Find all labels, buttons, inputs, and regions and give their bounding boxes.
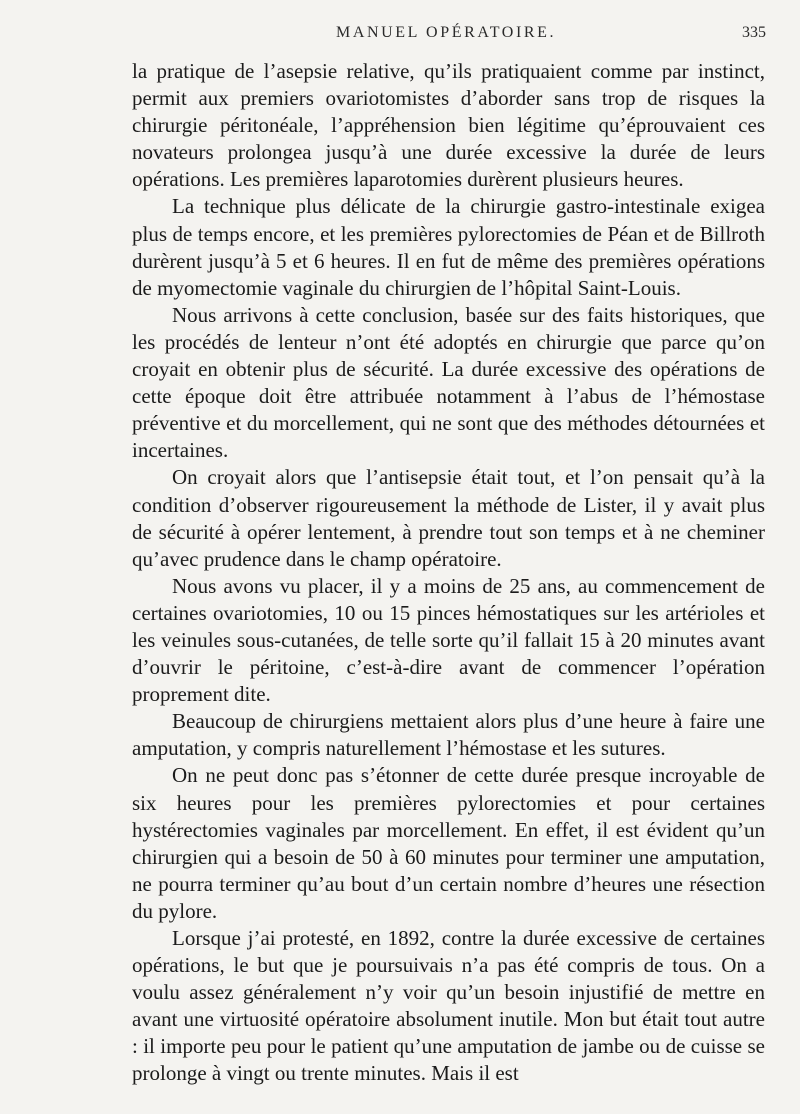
paragraph: On ne peut donc pas s’étonner de cette durée presque incroyable de six heures pour les premières pylorectomies et pour certaines hystérectomies vaginales par morcellement. En effet, il est évident qu’un chirurgien qui a besoin de 50 à 60 minutes pour terminer une amputation, ne pourra terminer qu’au bout d’un certain nombre d’heures une résection du pylore. [132, 763, 765, 923]
page-number: 335 [742, 24, 766, 41]
paragraph: La technique plus délicate de la chirurgie gastro-intestinale exigea plus de temps encore, et les premières pylorectomies de Péan et de Billroth durèrent jusqu’à 5 et 6 heures. Il en fut de même des premières opérations de myomectomie vaginale du chirurgien de l’hôpital Saint-Louis. [132, 194, 765, 300]
paragraph: Beaucoup de chirurgiens mettaient alors plus d’une heure à faire une amputation, y compris naturellement l’hémostase et les sutures. [132, 709, 765, 761]
paragraph: la pratique de l’asepsie relative, qu’ils pratiquaient comme par instinct, permit aux premiers ovariotomistes d’aborder sans trop de risques la chirurgie péritonéale, l’appréhension bien légitime qu’éprouvaient ces novateurs prolongea jusqu’à une durée excessive la durée de leurs opérations. Les premières laparotomies durèrent plusieurs heures. [132, 59, 765, 192]
page-header [0, 20, 800, 48]
paragraph: Nous arrivons à cette conclusion, basée sur des faits historiques, que les procédés de lenteur n’ont été adoptés en chirurgie que parce qu’on croyait en obtenir plus de sécurité. La durée excessive des opérations de cette époque doit être attribuée notamment à l’abus de l’hémostase préventive et du morcellement, qui ne sont que des méthodes détournées et incertaines. [132, 302, 765, 463]
paragraph: On croyait alors que l’antisepsie était tout, et l’on pensait qu’à la condition d’observer rigoureusement la méthode de Lister, il y avait plus de sécurité à opérer lentement, à prendre tout son temps et à ne cheminer qu’avec prudence dans le champ opératoire. [132, 465, 765, 571]
paragraph: Lorsque j’ai protesté, en 1892, contre la durée excessive de certaines opérations, le but que je poursuivais n’a pas été compris de tous. On a voulu assez généralement n’y voir qu’un besoin injustifié de mettre en avant une virtuosité opératoire absolument inutile. Mon but était tout autre : il importe peu pour le patient qu’une amputation de jambe ou de cuisse se prolonge à vingt ou trente minutes. Mais il est [132, 926, 765, 1086]
running-head: MANUEL OPÉRATOIRE. [336, 24, 557, 41]
paragraph: Nous avons vu placer, il y a moins de 25 ans, au commencement de certaines ovariotomies, 10 ou 15 pinces hémostatiques sur les artérioles et les veinules sous-cutanées, de telle sorte qu’il fallait 15 à 20 minutes avant d’ouvrir le péritoine, c’est-à-dire avant de commencer l’opération proprement dite. [132, 573, 765, 707]
body-text [132, 58, 765, 1088]
